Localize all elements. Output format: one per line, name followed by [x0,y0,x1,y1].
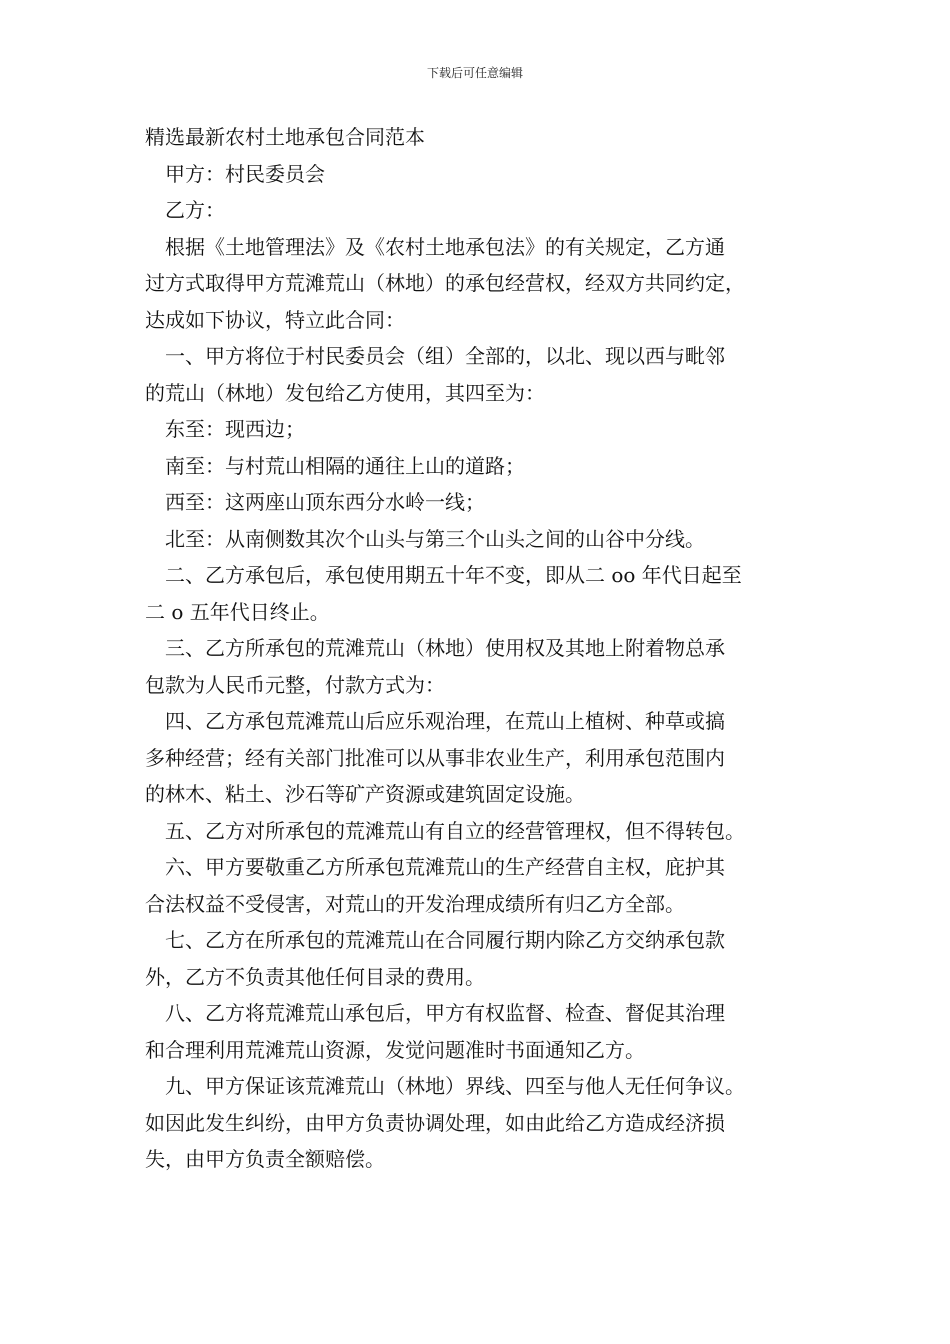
paragraph-line: 四、乙方承包荒滩荒山后应乐观治理，在荒山上植树、种草或搞 [165,709,725,733]
document-title: 精选最新农村土地承包合同范本 [145,125,425,149]
paragraph-line: 六、甲方要敬重乙方所承包荒滩荒山的生产经营自主权，庇护其 [165,855,725,879]
paragraph-line: 如因此发生纠纷，由甲方负责协调处理，如由此给乙方造成经济损 [145,1110,725,1135]
party-b: 乙方： [165,198,225,222]
contract-document [145,119,815,1178]
paragraph-line: 七、乙方在所承包的荒滩荒山在合同履行期内除乙方交纳承包款 [165,928,725,952]
clause-5: 五、乙方对所承包的荒滩荒山有自立的经营管理权，但不得转包。 [165,818,745,843]
paragraph-line: 多种经营；经有关部门批准可以从事非农业生产，利用承包范围内 [145,745,725,770]
boundary-south: 南至：与村荒山相隔的通往上山的道路； [165,453,525,478]
paragraph-line: 和合理利用荒滩荒山资源，发觉问题准时书面通知乙方。 [145,1037,645,1062]
paragraph-line: 过方式取得甲方荒滩荒山（林地）的承包经营权，经双方共同约定， [145,271,745,295]
paragraph-line: 合法权益不受侵害，对荒山的开发治理成绩所有归乙方全部。 [145,891,685,916]
clause-3 [145,630,815,703]
clause-7 [145,922,815,995]
boundary-west: 西至：这两座山顶东西分水岭一线； [165,490,485,514]
clause-8 [145,995,815,1068]
clause-9 [145,1068,815,1178]
paragraph-line: 一、甲方将位于村民委员会（组）全部的，以北、现以西与毗邻 [165,344,725,368]
paragraph-line: 包款为人民币元整，付款方式为： [145,672,445,697]
paragraph-line: 三、乙方所承包的荒滩荒山（林地）使用权及其地上附着物总承 [165,636,725,660]
paragraph-line: 失，由甲方负责全额赔偿。 [145,1147,385,1171]
paragraph-line: 二、乙方承包后，承包使用期五十年不变，即从二 oo 年代日起至 [165,563,742,587]
paragraph-line: 外，乙方不负责其他任何目录的费用。 [145,964,485,989]
page-header: 下载后可任意编辑 [426,66,523,80]
paragraph-line: 九、甲方保证该荒滩荒山（林地）界线、四至与他人无任何争议。 [165,1074,745,1098]
paragraph-line: 的林木、粘土、沙石等矿产资源或建筑固定设施。 [145,782,585,806]
party-a: 甲方：村民委员会 [165,161,325,186]
clause-2 [145,557,815,630]
paragraph-line: 二 o 五年代日终止。 [145,599,330,624]
paragraph-preamble [145,229,815,339]
boundary-east: 东至：现西边； [165,417,305,441]
boundary-north: 北至：从南侧数其次个山头与第三个山头之间的山谷中分线。 [165,526,705,551]
clause-6 [145,849,815,922]
clause-1 [145,338,815,411]
clause-4 [145,703,815,813]
paragraph-line: 达成如下协议，特立此合同： [145,307,405,332]
paragraph-line: 八、乙方将荒滩荒山承包后，甲方有权监督、检查、督促其治理 [165,1001,725,1025]
paragraph-line: 根据《土地管理法》及《农村土地承包法》的有关规定，乙方通 [165,234,725,259]
paragraph-line: 的荒山（林地）发包给乙方使用，其四至为： [145,380,545,405]
